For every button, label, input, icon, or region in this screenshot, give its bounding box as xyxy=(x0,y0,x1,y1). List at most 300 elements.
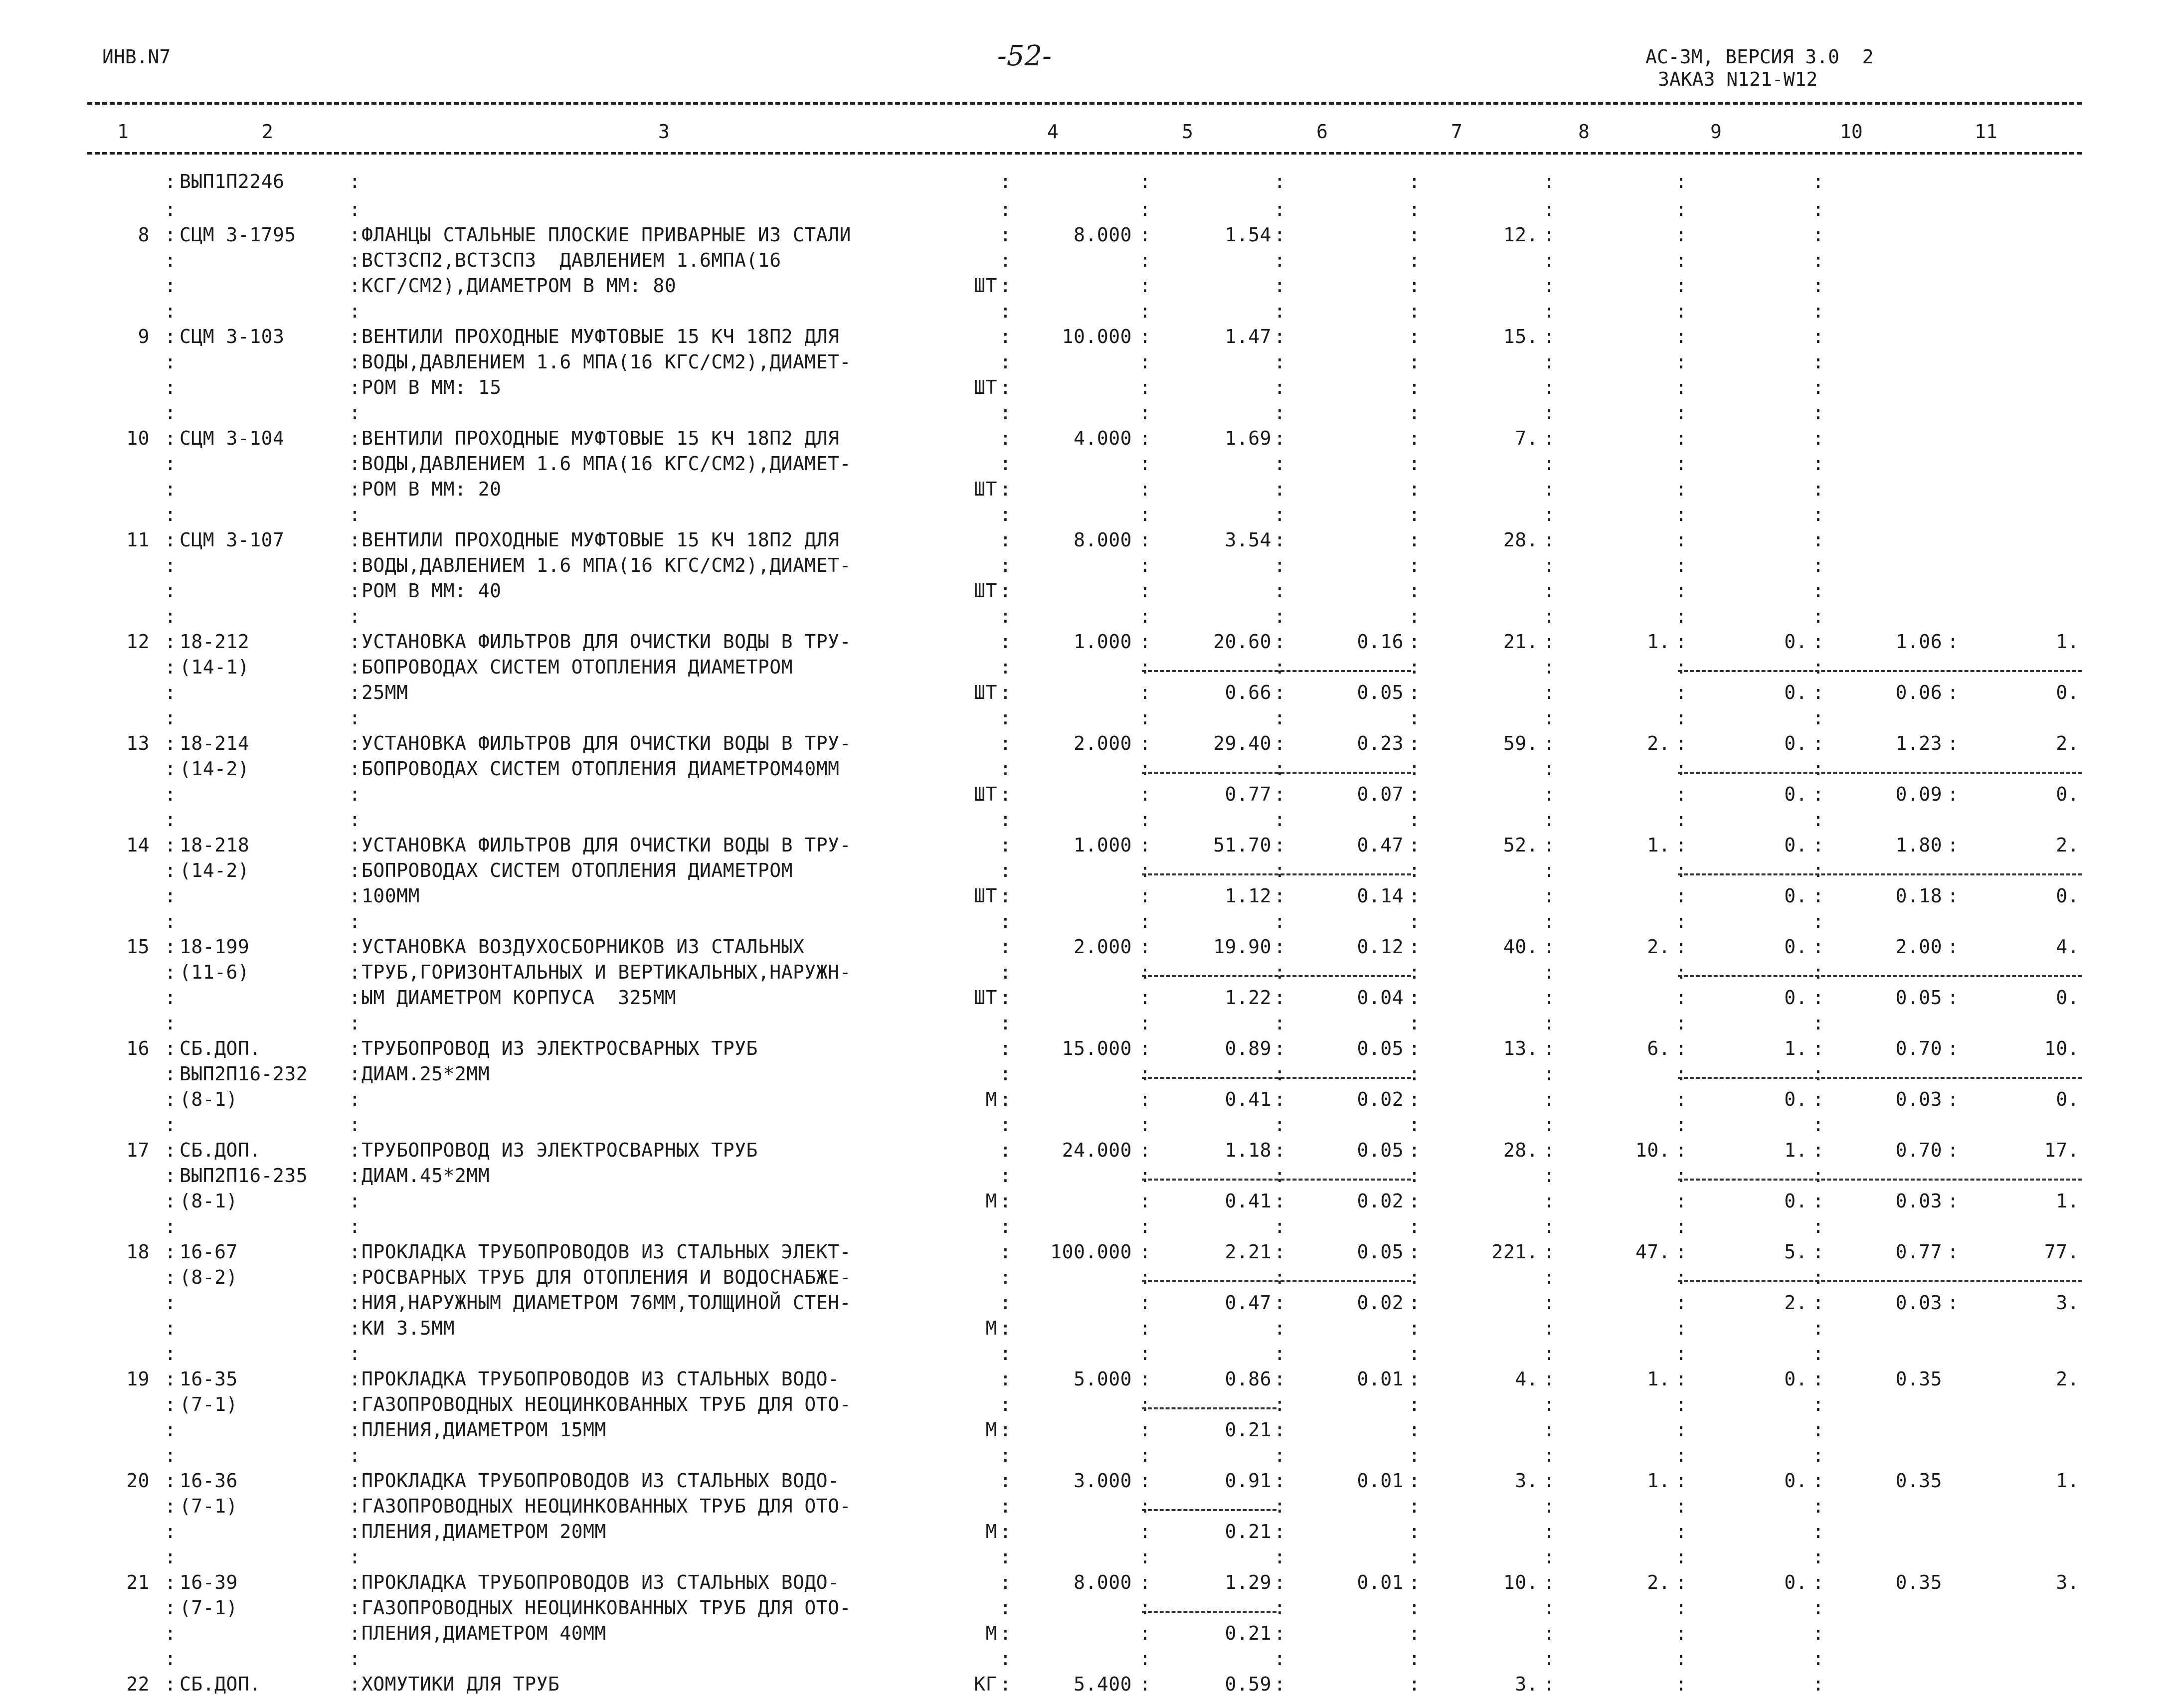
column-separator: : xyxy=(165,1088,176,1110)
row-number: 13 xyxy=(126,732,150,754)
column-separator: : xyxy=(1409,961,1420,983)
row-number: 9 xyxy=(138,326,150,347)
column-separator: : xyxy=(1409,1063,1420,1085)
column-separator: : xyxy=(1543,198,1555,220)
column-separator: : xyxy=(1543,910,1555,932)
column-separator: : xyxy=(1813,1444,1824,1466)
column-separator: : xyxy=(1813,1241,1824,1263)
column-separator: : xyxy=(1813,402,1824,424)
column-separator: : xyxy=(1543,961,1555,983)
column-separator: : xyxy=(349,859,361,881)
total-cost-value: 10. xyxy=(1503,1571,1538,1593)
labour-total-sub-value: 0. xyxy=(2056,885,2079,907)
column-separator: : xyxy=(1000,987,1011,1009)
unit-cost-value: 0.59 xyxy=(1225,1673,1271,1695)
column-separator: : xyxy=(1139,1343,1151,1365)
labour-total-value: 10. xyxy=(2044,1037,2079,1059)
column-separator: : xyxy=(1409,1266,1420,1288)
row-number: 16 xyxy=(126,1037,150,1059)
column-separator: : xyxy=(1543,453,1555,475)
column-separator: : xyxy=(1543,171,1555,192)
column-separator: : xyxy=(1409,732,1420,754)
row-code: ВЫП2П16-232 xyxy=(180,1063,308,1085)
quantity-value: 1.000 xyxy=(1074,834,1132,856)
column-separator: : xyxy=(1274,682,1285,703)
column-separator: : xyxy=(1274,224,1285,246)
column-separator: : xyxy=(1675,1495,1687,1517)
labour-sub-value: 0.05 xyxy=(1895,987,1942,1009)
column-separator: : xyxy=(1947,631,1959,653)
column-separator: : xyxy=(1543,1393,1555,1415)
column-separator: : xyxy=(1675,783,1687,805)
column-separator: : xyxy=(1274,1012,1285,1034)
column-separator: : xyxy=(1813,1114,1824,1136)
row-description: БОПРОВОДАХ СИСТЕМ ОТОПЛЕНИЯ ДИАМЕТРОМ40ММ xyxy=(362,758,840,780)
column-separator: : xyxy=(165,732,176,754)
column-separator: : xyxy=(1813,732,1824,754)
column-separator: : xyxy=(1139,376,1151,398)
column-separator: : xyxy=(1000,809,1011,831)
column-separator: : xyxy=(165,1190,176,1212)
labour-total-value: 2. xyxy=(2056,834,2079,856)
column-separator: : xyxy=(1274,987,1285,1009)
column-separator: : xyxy=(1000,1597,1011,1619)
column-separator: : xyxy=(1675,453,1687,475)
column-separator: : xyxy=(1813,885,1824,907)
column-separator: : xyxy=(1675,351,1687,373)
column-separator: : xyxy=(349,198,361,220)
machine-value: 5. xyxy=(1784,1241,1808,1263)
column-separator: : xyxy=(1139,1597,1151,1619)
column-header-7: 7 xyxy=(1451,121,1462,143)
column-separator: : xyxy=(1000,1470,1011,1492)
unit-cost-sub-value: 0.21 xyxy=(1225,1622,1271,1644)
row-description: ПЛЕНИЯ,ДИАМЕТРОМ 20ММ xyxy=(362,1521,606,1542)
labour-value: 1.80 xyxy=(1895,834,1942,856)
row-number: 12 xyxy=(126,631,150,653)
row-description: УСТАНОВКА ФИЛЬТРОВ ДЛЯ ОЧИСТКИ ВОДЫ В ТРУ- xyxy=(362,834,851,856)
column-separator: : xyxy=(1000,1266,1011,1288)
column-separator: : xyxy=(1409,1317,1420,1339)
column-separator: : xyxy=(165,1063,176,1085)
column-separator: : xyxy=(1813,1368,1824,1390)
column-separator: : xyxy=(1947,732,1959,754)
column-separator: : xyxy=(1543,1343,1555,1365)
unit-cost-value: 1.29 xyxy=(1225,1571,1271,1593)
column-separator: : xyxy=(165,478,176,500)
column-separator: : xyxy=(1000,224,1011,246)
column-separator: : xyxy=(1000,1139,1011,1161)
column-separator: : xyxy=(1274,1343,1285,1365)
column-separator: : xyxy=(1139,275,1151,297)
column-separator: : xyxy=(165,376,176,398)
column-separator: : xyxy=(1813,1063,1824,1085)
column-separator: : xyxy=(1409,758,1420,780)
column-separator: : xyxy=(1139,1088,1151,1110)
column-separator: : xyxy=(1139,453,1151,475)
unit-cost-sub-value: 0.41 xyxy=(1225,1088,1271,1110)
column-separator: : xyxy=(1274,758,1285,780)
total-wage-value: 2. xyxy=(1647,732,1670,754)
column-separator: : xyxy=(1543,732,1555,754)
column-separator: : xyxy=(349,783,361,805)
column-separator: : xyxy=(1274,1139,1285,1161)
column-separator: : xyxy=(1675,1343,1687,1365)
column-separator: : xyxy=(1813,859,1824,881)
column-separator: : xyxy=(1274,961,1285,983)
column-separator: : xyxy=(1409,275,1420,297)
column-separator: : xyxy=(1274,1597,1285,1619)
column-separator: : xyxy=(1139,1215,1151,1237)
row-code: 18-214 xyxy=(180,732,250,754)
column-separator: : xyxy=(1543,402,1555,424)
wage-value: 0.16 xyxy=(1357,631,1404,653)
column-separator: : xyxy=(349,1393,361,1415)
column-separator: : xyxy=(1000,1622,1011,1644)
unit-cost-value: 1.69 xyxy=(1225,427,1271,449)
column-header-9: 9 xyxy=(1710,121,1722,143)
column-separator: : xyxy=(165,1139,176,1161)
column-separator: : xyxy=(165,1317,176,1339)
quantity-value: 8.000 xyxy=(1074,1571,1132,1593)
column-separator: : xyxy=(1274,1622,1285,1644)
column-separator: : xyxy=(1139,1063,1151,1085)
column-separator: : xyxy=(1000,910,1011,932)
column-separator: : xyxy=(349,427,361,449)
column-separator: : xyxy=(1409,453,1420,475)
column-separator: : xyxy=(1947,834,1959,856)
row-description: ПРОКЛАДКА ТРУБОПРОВОДОВ ИЗ СТАЛЬНЫХ ЭЛЕКТ- xyxy=(362,1241,851,1263)
machine-value: 0. xyxy=(1784,936,1808,958)
column-separator: : xyxy=(1543,504,1555,525)
unit-cost-value: 0.89 xyxy=(1225,1037,1271,1059)
column-separator: : xyxy=(1274,859,1285,881)
column-separator: : xyxy=(1000,554,1011,576)
column-separator: : xyxy=(1000,1546,1011,1568)
column-separator: : xyxy=(1543,351,1555,373)
column-separator: : xyxy=(1813,326,1824,347)
column-separator: : xyxy=(165,1368,176,1390)
row-number: 8 xyxy=(138,224,150,246)
unit-cost-value: 29.40 xyxy=(1213,732,1271,754)
column-separator: : xyxy=(1409,707,1420,729)
column-separator: : xyxy=(1543,1597,1555,1619)
column-separator: : xyxy=(1409,1012,1420,1034)
column-separator: : xyxy=(349,1546,361,1568)
subtotal-divider xyxy=(1142,772,1411,774)
column-separator: : xyxy=(1274,453,1285,475)
wage-sub-value: 0.02 xyxy=(1357,1190,1404,1212)
column-separator: : xyxy=(165,1546,176,1568)
total-wage-value: 2. xyxy=(1647,1571,1670,1593)
column-separator: : xyxy=(165,1241,176,1263)
row-description: ХОМУТИКИ ДЛЯ ТРУБ xyxy=(362,1673,560,1695)
column-separator: : xyxy=(1675,1368,1687,1390)
column-separator: : xyxy=(1813,1343,1824,1365)
column-separator: : xyxy=(165,580,176,602)
column-separator: : xyxy=(1543,1088,1555,1110)
column-separator: : xyxy=(1274,504,1285,525)
column-separator: : xyxy=(1139,1241,1151,1263)
quantity-value: 2.000 xyxy=(1074,936,1132,958)
column-separator: : xyxy=(349,580,361,602)
column-separator: : xyxy=(1813,427,1824,449)
column-separator: : xyxy=(1139,1571,1151,1593)
row-number: 17 xyxy=(126,1139,150,1161)
column-separator: : xyxy=(1000,1088,1011,1110)
column-separator: : xyxy=(349,834,361,856)
row-code: (14-2) xyxy=(180,758,250,780)
column-separator: : xyxy=(349,1444,361,1466)
row-unit: ШТ xyxy=(974,580,997,602)
row-code: 18-212 xyxy=(180,631,250,653)
subtotal-divider xyxy=(1142,1509,1276,1511)
column-header-1: 1 xyxy=(117,121,129,143)
column-separator: : xyxy=(1274,936,1285,958)
column-separator: : xyxy=(1409,1470,1420,1492)
machine-value: 0. xyxy=(1784,732,1808,754)
column-separator: : xyxy=(349,1648,361,1670)
column-separator: : xyxy=(1543,1317,1555,1339)
row-description: РОСВАРНЫХ ТРУБ ДЛЯ ОТОПЛЕНИЯ И ВОДОСНАБЖЕ- xyxy=(362,1266,851,1288)
row-unit: ШТ xyxy=(974,376,997,398)
column-separator: : xyxy=(349,1114,361,1136)
column-separator: : xyxy=(1947,1088,1959,1110)
column-separator: : xyxy=(1274,707,1285,729)
column-separator: : xyxy=(1813,580,1824,602)
column-separator: : xyxy=(1000,1037,1011,1059)
column-separator: : xyxy=(1675,1037,1687,1059)
total-cost-value: 7. xyxy=(1515,427,1538,449)
column-separator: : xyxy=(165,1622,176,1644)
column-separator: : xyxy=(349,1088,361,1110)
quantity-value: 8.000 xyxy=(1074,224,1132,246)
column-separator: : xyxy=(349,504,361,525)
subtotal-divider xyxy=(1142,1179,1411,1181)
column-separator: : xyxy=(1139,554,1151,576)
column-separator: : xyxy=(1675,1673,1687,1695)
labour-value: 0.35 xyxy=(1895,1470,1942,1492)
column-separator: : xyxy=(1409,1546,1420,1568)
column-separator: : xyxy=(1543,427,1555,449)
column-separator: : xyxy=(1675,809,1687,831)
column-separator: : xyxy=(1813,834,1824,856)
column-separator: : xyxy=(1000,1317,1011,1339)
row-unit: М xyxy=(985,1317,997,1339)
column-separator: : xyxy=(1000,783,1011,805)
column-separator: : xyxy=(1139,1190,1151,1212)
column-separator: : xyxy=(1675,1266,1687,1288)
column-separator: : xyxy=(1813,1495,1824,1517)
column-separator: : xyxy=(1543,300,1555,322)
column-separator: : xyxy=(349,351,361,373)
column-separator: : xyxy=(1409,198,1420,220)
column-separator: : xyxy=(1274,1648,1285,1670)
subtotal-divider xyxy=(1678,873,2082,875)
column-separator: : xyxy=(1675,198,1687,220)
column-separator: : xyxy=(1543,478,1555,500)
column-separator: : xyxy=(1543,859,1555,881)
column-separator: : xyxy=(1000,758,1011,780)
column-separator: : xyxy=(349,1292,361,1314)
column-separator: : xyxy=(1543,554,1555,576)
quantity-value: 4.000 xyxy=(1074,427,1132,449)
column-separator: : xyxy=(1675,987,1687,1009)
column-separator: : xyxy=(1409,351,1420,373)
labour-value: 0.70 xyxy=(1895,1139,1942,1161)
column-separator: : xyxy=(1675,504,1687,525)
column-separator: : xyxy=(349,758,361,780)
row-unit: ШТ xyxy=(974,987,997,1009)
column-separator: : xyxy=(1000,1292,1011,1314)
column-separator: : xyxy=(1000,859,1011,881)
column-separator: : xyxy=(165,809,176,831)
column-separator: : xyxy=(1274,1470,1285,1492)
column-separator: : xyxy=(1139,783,1151,805)
column-separator: : xyxy=(1139,1470,1151,1492)
row-code: 18-218 xyxy=(180,834,250,856)
column-separator: : xyxy=(1274,656,1285,678)
order-label: ЗАКАЗ N121-W12 xyxy=(1658,68,1818,90)
wage-value: 0.23 xyxy=(1357,732,1404,754)
column-header-5: 5 xyxy=(1182,121,1193,143)
column-separator: : xyxy=(1409,1521,1420,1542)
column-separator: : xyxy=(1139,1037,1151,1059)
column-separator: : xyxy=(1409,1343,1420,1365)
column-separator: : xyxy=(1947,885,1959,907)
column-separator: : xyxy=(1543,580,1555,602)
unit-cost-value: 0.86 xyxy=(1225,1368,1271,1390)
labour-sub-value: 0.06 xyxy=(1895,682,1942,703)
row-description: НИЯ,НАРУЖНЫМ ДИАМЕТРОМ 76ММ,ТОЛЩИНОЙ СТЕН- xyxy=(362,1292,851,1314)
row-description: ДИАМ.25*2ММ xyxy=(362,1063,490,1085)
column-separator: : xyxy=(1675,478,1687,500)
row-description: УСТАНОВКА ВОЗДУХОСБОРНИКОВ ИЗ СТАЛЬНЫХ xyxy=(362,936,805,958)
column-separator: : xyxy=(349,1190,361,1212)
labour-sub-value: 0.09 xyxy=(1895,783,1942,805)
column-separator: : xyxy=(349,885,361,907)
column-separator: : xyxy=(1543,1241,1555,1263)
column-separator: : xyxy=(1409,554,1420,576)
column-separator: : xyxy=(1409,682,1420,703)
column-separator: : xyxy=(165,1597,176,1619)
column-separator: : xyxy=(1675,707,1687,729)
row-description: 25ММ xyxy=(362,682,408,703)
column-separator: : xyxy=(1675,1648,1687,1670)
column-separator: : xyxy=(1543,249,1555,271)
column-separator: : xyxy=(1813,453,1824,475)
column-separator: : xyxy=(1947,1139,1959,1161)
column-separator: : xyxy=(349,961,361,983)
column-separator: : xyxy=(1675,885,1687,907)
column-separator: : xyxy=(1000,1063,1011,1085)
column-separator: : xyxy=(1000,1343,1011,1365)
wage-value: 0.05 xyxy=(1357,1241,1404,1263)
subtotal-divider xyxy=(1678,1077,2082,1079)
row-code: (8-1) xyxy=(180,1190,238,1212)
row-description: ПРОКЛАДКА ТРУБОПРОВОДОВ ИЗ СТАЛЬНЫХ ВОДО- xyxy=(362,1470,840,1492)
column-separator: : xyxy=(1139,1393,1151,1415)
row-description: УСТАНОВКА ФИЛЬТРОВ ДЛЯ ОЧИСТКИ ВОДЫ В ТРУ- xyxy=(362,732,851,754)
column-separator: : xyxy=(1675,1444,1687,1466)
column-separator: : xyxy=(165,402,176,424)
row-number: 15 xyxy=(126,936,150,958)
column-separator: : xyxy=(349,402,361,424)
column-separator: : xyxy=(1675,656,1687,678)
column-separator: : xyxy=(1000,1521,1011,1542)
row-code: 18-199 xyxy=(180,936,250,958)
column-separator: : xyxy=(1813,783,1824,805)
row-code: (7-1) xyxy=(180,1495,238,1517)
column-separator: : xyxy=(165,987,176,1009)
column-separator: : xyxy=(165,1495,176,1517)
column-separator: : xyxy=(349,376,361,398)
column-separator: : xyxy=(1543,1063,1555,1085)
column-separator: : xyxy=(1000,1648,1011,1670)
column-separator: : xyxy=(1274,1419,1285,1441)
column-separator: : xyxy=(1813,1215,1824,1237)
column-separator: : xyxy=(1000,275,1011,297)
column-separator: : xyxy=(1139,1546,1151,1568)
column-separator: : xyxy=(1139,1648,1151,1670)
row-code: СЦМ 3-104 xyxy=(180,427,285,449)
quantity-value: 2.000 xyxy=(1074,732,1132,754)
column-separator: : xyxy=(1543,1571,1555,1593)
total-cost-value: 3. xyxy=(1515,1470,1538,1492)
column-separator: : xyxy=(1675,224,1687,246)
unit-cost-value: 3.54 xyxy=(1225,529,1271,551)
column-separator: : xyxy=(1274,1292,1285,1314)
labour-value: 1.23 xyxy=(1895,732,1942,754)
column-separator: : xyxy=(1139,987,1151,1009)
column-separator: : xyxy=(1813,936,1824,958)
machine-sub-value: 2. xyxy=(1784,1292,1808,1314)
column-separator: : xyxy=(1409,427,1420,449)
column-separator: : xyxy=(165,1165,176,1187)
column-separator: : xyxy=(1409,1215,1420,1237)
column-separator: : xyxy=(1543,1419,1555,1441)
column-separator: : xyxy=(1409,1393,1420,1415)
column-separator: : xyxy=(1543,783,1555,805)
row-description: ДИАМ.45*2ММ xyxy=(362,1165,490,1187)
column-separator: : xyxy=(1675,1470,1687,1492)
column-separator: : xyxy=(1947,1190,1959,1212)
column-separator: : xyxy=(1675,1419,1687,1441)
labour-value: 2.00 xyxy=(1895,936,1942,958)
column-separator: : xyxy=(1000,376,1011,398)
column-separator: : xyxy=(165,682,176,703)
row-unit: М xyxy=(985,1190,997,1212)
row-code: (8-1) xyxy=(180,1088,238,1110)
column-separator: : xyxy=(1813,1266,1824,1288)
column-separator: : xyxy=(1813,1190,1824,1212)
column-separator: : xyxy=(165,1012,176,1034)
column-separator: : xyxy=(1675,326,1687,347)
column-separator: : xyxy=(1274,1673,1285,1695)
column-separator: : xyxy=(1274,605,1285,627)
column-separator: : xyxy=(1813,1673,1824,1695)
column-separator: : xyxy=(1000,1673,1011,1695)
column-separator: : xyxy=(1813,1292,1824,1314)
column-separator: : xyxy=(1813,1139,1824,1161)
column-separator: : xyxy=(1000,300,1011,322)
labour-total-value: 4. xyxy=(2056,936,2079,958)
column-separator: : xyxy=(1274,402,1285,424)
row-description: 100ММ xyxy=(362,885,420,907)
column-separator: : xyxy=(1813,1393,1824,1415)
column-separator: : xyxy=(1000,529,1011,551)
column-separator: : xyxy=(165,910,176,932)
